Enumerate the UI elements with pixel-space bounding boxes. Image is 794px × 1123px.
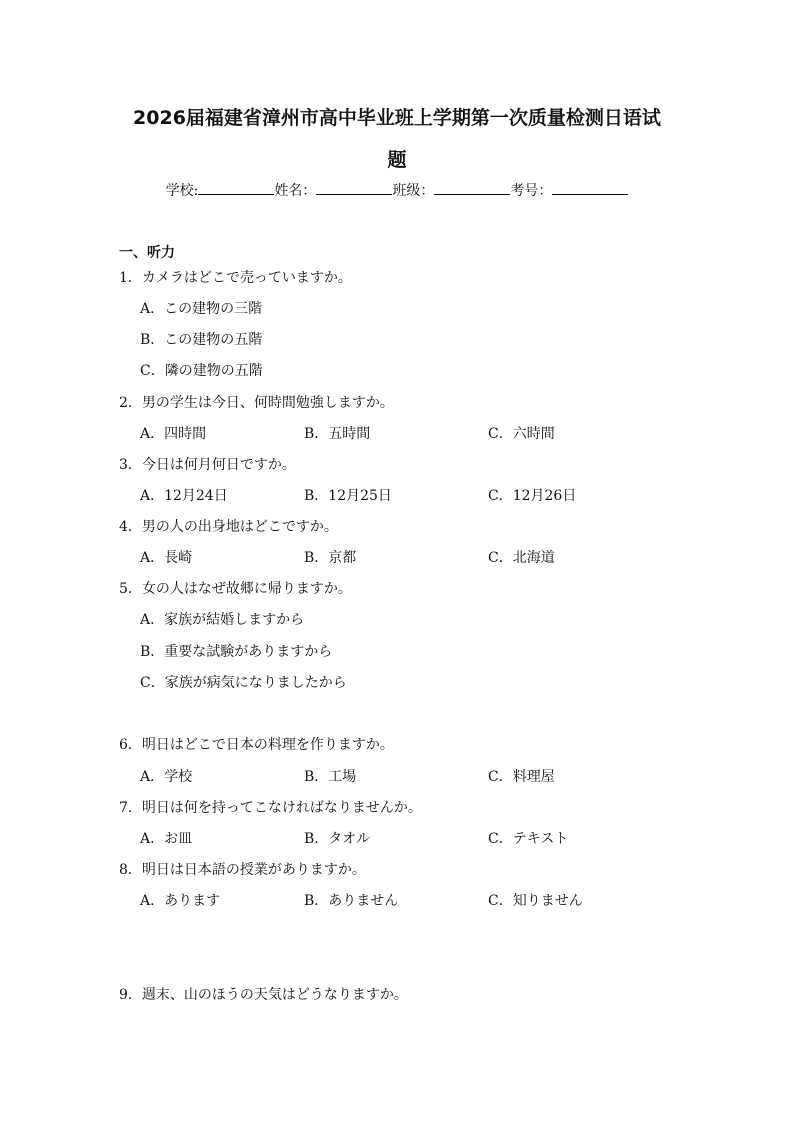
question-3: 3．今日は何月何日ですか。: [119, 457, 296, 473]
question-4-option-c[interactable]: C．北海道: [488, 550, 555, 566]
question-1-option-c[interactable]: C．隣の建物の五階: [140, 363, 263, 379]
question-8-option-c[interactable]: C．知りません: [488, 893, 583, 909]
question-1: 1．カメラはどこで売っていますか。: [119, 270, 352, 286]
question-1-option-a[interactable]: A．この建物の三階: [140, 301, 263, 317]
question-8-option-b[interactable]: B．ありません: [304, 893, 399, 909]
name-label: 姓名：: [274, 183, 317, 199]
exam-title-line-1: 2026届福建省漳州市高中毕业班上学期第一次质量检测日语试: [133, 107, 661, 129]
number-blank[interactable]: [552, 182, 628, 195]
question-7: 7．明日は何を持ってこなければなりませんか。: [119, 800, 422, 816]
exam-title-line-2: 题: [387, 149, 407, 171]
question-2-option-b[interactable]: B．五時間: [304, 426, 371, 442]
question-4-option-b[interactable]: B．京都: [304, 550, 357, 566]
question-6-option-b[interactable]: B．工場: [304, 769, 357, 785]
question-3-option-a[interactable]: A．12月24日: [140, 488, 228, 504]
question-5-option-b[interactable]: B．重要な試験がありますから: [140, 644, 333, 660]
question-8-option-a[interactable]: A．あります: [140, 893, 221, 909]
question-7-option-a[interactable]: A．お皿: [140, 831, 193, 847]
question-8: 8．明日は日本語の授業がありますか。: [119, 862, 366, 878]
question-3-option-b[interactable]: B．12月25日: [304, 488, 392, 504]
question-5: 5．女の人はなぜ故郷に帰りますか。: [119, 581, 352, 597]
question-4-option-a[interactable]: A．長崎: [140, 550, 193, 566]
number-label: 考号：: [510, 183, 553, 199]
question-6: 6．明日はどこで日本の料理を作りますか。: [119, 737, 394, 753]
class-blank[interactable]: [434, 182, 510, 195]
school-label: 学校:: [165, 183, 199, 199]
question-2-option-c[interactable]: C．六時間: [488, 426, 555, 442]
question-3-option-c[interactable]: C．12月26日: [488, 488, 577, 504]
question-1-option-b[interactable]: B．この建物の五階: [140, 332, 263, 348]
student-info-row: [0, 181, 794, 201]
question-5-option-a[interactable]: A．家族が結婚しますから: [140, 612, 305, 628]
question-2-option-a[interactable]: A．四時間: [140, 426, 207, 442]
question-9: 9．週末、山のほうの天気はどうなりますか。: [119, 987, 408, 1003]
question-7-option-c[interactable]: C．テキスト: [488, 831, 569, 847]
section-heading: 一、听力: [119, 245, 175, 261]
question-5-option-c[interactable]: C．家族が病気になりましたから: [140, 675, 347, 691]
question-4: 4．男の人の出身地はどこですか。: [119, 519, 338, 535]
question-7-option-b[interactable]: B．タオル: [304, 831, 371, 847]
question-6-option-a[interactable]: A．学校: [140, 769, 193, 785]
school-blank[interactable]: [198, 182, 274, 195]
question-6-option-c[interactable]: C．料理屋: [488, 769, 555, 785]
name-blank[interactable]: [316, 182, 392, 195]
class-label: 班级：: [392, 183, 435, 199]
question-2: 2．男の学生は今日、何時間勉強しますか。: [119, 395, 394, 411]
